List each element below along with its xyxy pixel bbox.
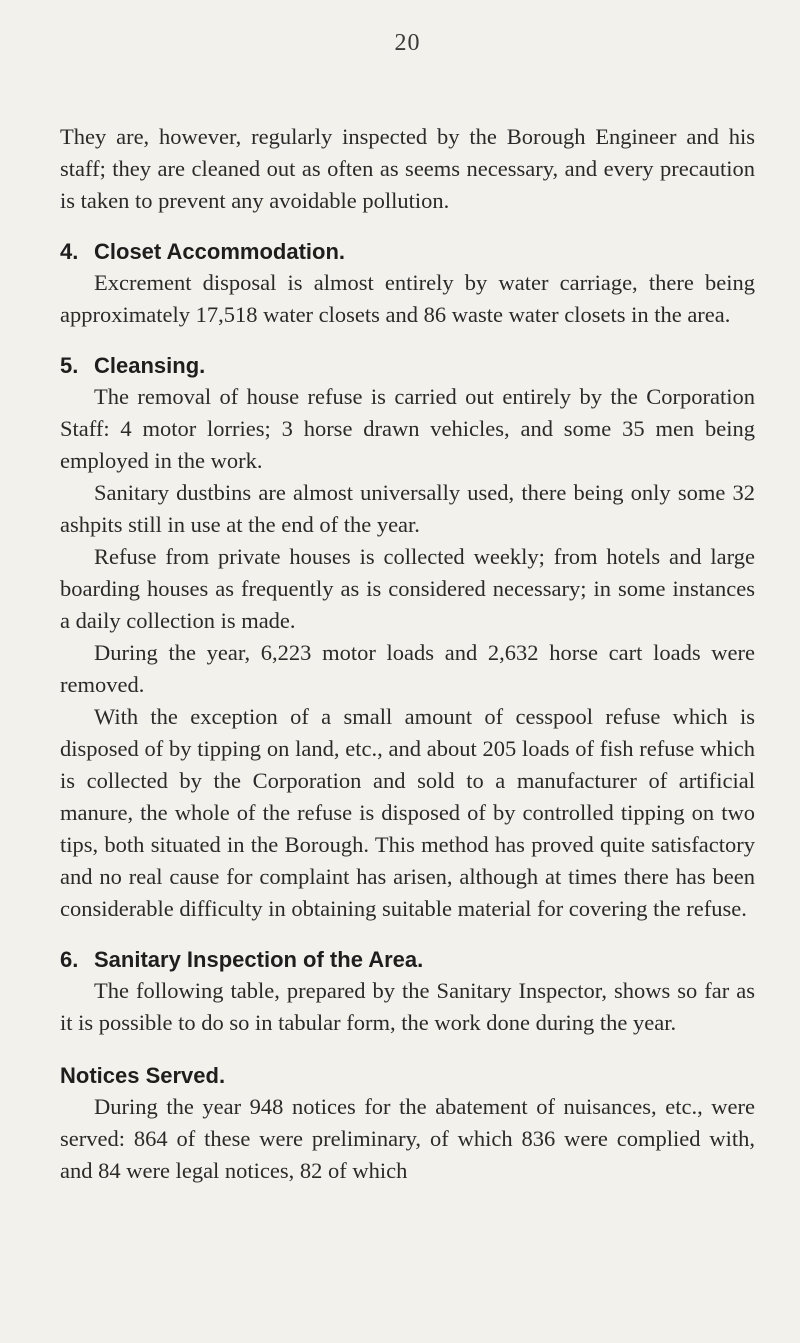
section-number: 6. — [60, 947, 79, 972]
paragraph: With the exception of a small amount of cesspool refuse which is disposed of by tipping on land, etc., and about 205 loads of fish refuse which is collected by the Corporation and sold to a manufacturer of artificial manure, the whole of the refuse is disposed of by controlled tipping on two tips, both situated in the Borough. This method has proved quite satisfactory and no real cause for complaint has arisen, although at times there has been considerable difficulty in obtaining suitable material for covering the refuse. — [60, 704, 755, 921]
section-number: 5. — [60, 353, 79, 378]
paragraph: Excrement disposal is almost entirely by water carriage, there being approximately 17,518 water closets and 86 waste water closets in the area. — [60, 270, 755, 327]
page-number: 20 — [394, 30, 421, 56]
paragraph: During the year 948 notices for the abatement of nuisances, etc., were served: 864 of these were preliminary, of which 836 were complied with, and 84 were legal notices, 82 of which — [60, 1094, 755, 1183]
paragraph: Refuse from private houses is collected weekly; from hotels and large boarding houses as frequently as is considered necessary; in some instances a daily collection is made. — [60, 544, 755, 633]
paragraph: Sanitary dustbins are almost universally used, there being only some 32 ashpits still in use at the end of the year. — [60, 480, 755, 537]
intro-paragraph: They are, however, regularly inspected by the Borough Engineer and his staff; they are cleaned out as often as seems necessary, and every precaution is taken to prevent any avoidable pollution. — [60, 124, 755, 213]
document-page — [60, 30, 755, 1187]
section-title: Sanitary Inspection of the Area. — [94, 947, 424, 972]
paragraph: The removal of house refuse is carried out entirely by the Corporation Staff: 4 motor lorries; 3 horse drawn vehicles, and some 35 men being employed in the work. — [60, 384, 755, 473]
section-title: Cleansing. — [94, 353, 206, 378]
subheading-notices-served: Notices Served. — [60, 1063, 226, 1088]
section-heading-cleansing — [60, 351, 755, 381]
section-heading-closet-accommodation — [60, 237, 755, 267]
section-number: 4. — [60, 239, 79, 264]
paragraph: The following table, prepared by the Sanitary Inspector, shows so far as it is possible to do so in tabular form, the work done during the year. — [60, 978, 755, 1035]
paragraph: During the year, 6,223 motor loads and 2,632 horse cart loads were removed. — [60, 640, 755, 697]
section-title: Closet Accommodation. — [94, 239, 345, 264]
section-heading-sanitary-inspection — [60, 945, 755, 975]
